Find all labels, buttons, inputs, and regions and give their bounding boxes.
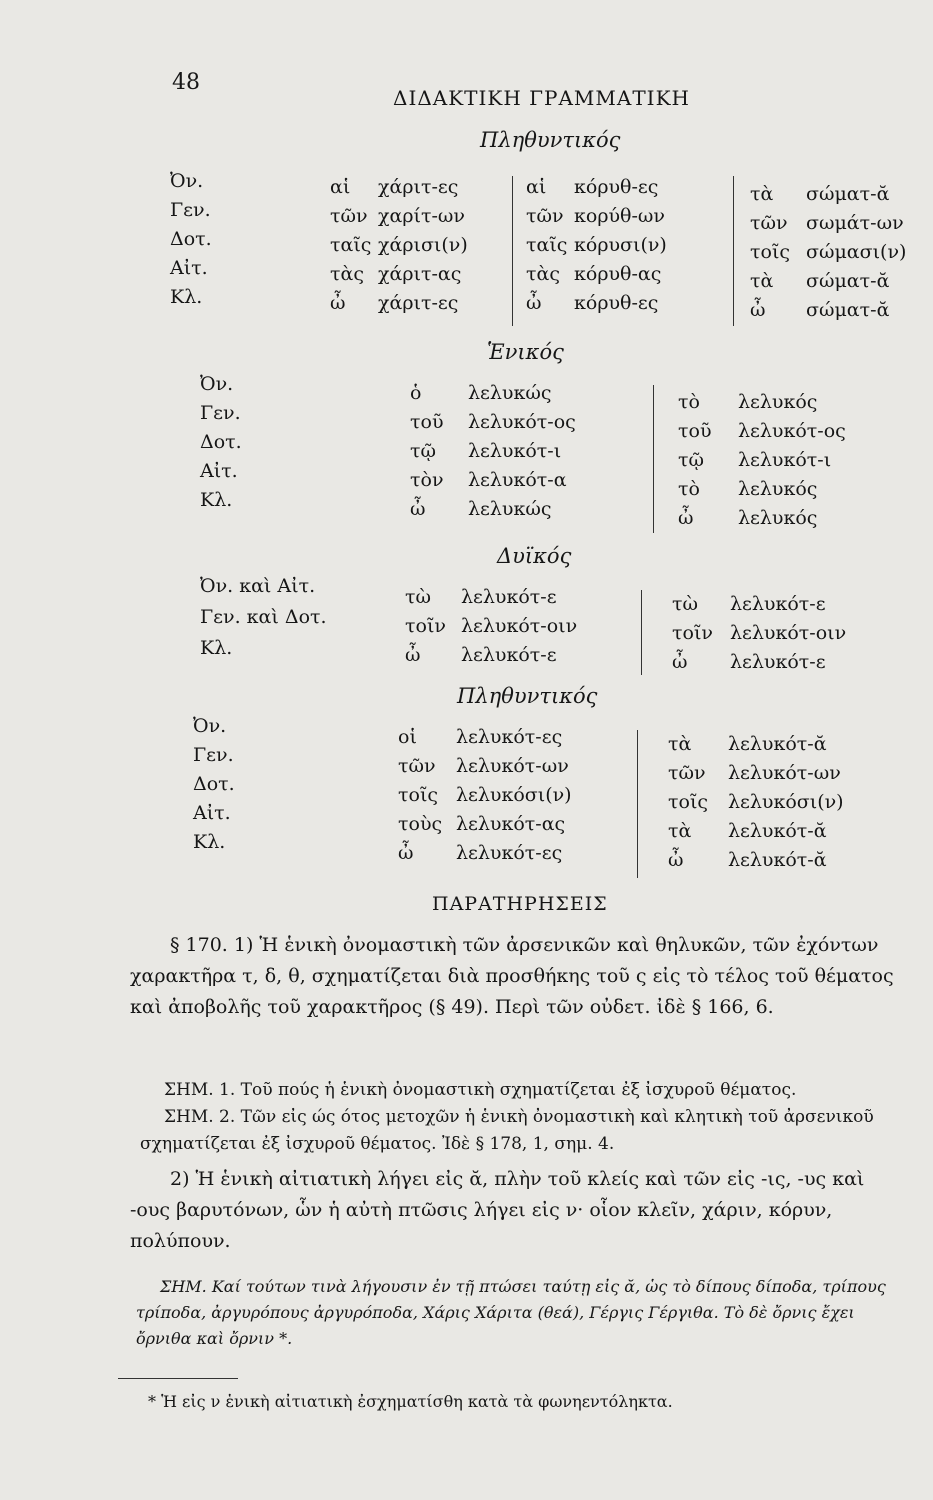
footnote-rule [118,1378,238,1379]
note-text: ΣΗΜ. 1. Τοῦ πούς ἡ ἑνικὴ ὀνομαστικὴ σχηματίζεται ἐξ ἰσχυροῦ θέματος. [164,1080,797,1100]
column-divider [637,730,638,878]
article: ὦ [750,299,766,321]
participle-form: λελυκότ-ε [730,593,826,615]
article: τοῖς [668,791,709,813]
article: τοῖν [405,615,446,637]
case-label: Ὀν. καὶ Αἰτ. [200,575,316,597]
paradigm-column [678,388,846,533]
participle-form: λελυκότ-ᾰ [728,820,827,842]
article: τὰ [750,183,774,205]
paradigm-row [526,231,667,260]
paradigm-row [526,289,667,318]
participle-form: λελυκός [738,507,818,529]
paradigm-row [410,408,576,437]
paradigm-row [668,817,844,846]
paradigm-row [526,260,667,289]
article: τὰ [668,820,692,842]
participle-form: λελυκότ-ᾰ [728,849,827,871]
case-label: Ὀν. [200,373,234,395]
case-labels [200,370,242,515]
article: τὰ [750,270,774,292]
noun-form: σώμασι(ν) [806,241,907,263]
case-label: Αἰτ. [200,460,238,482]
paradigm-row [398,810,572,839]
article: τοῖν [672,622,713,644]
paradigm-row [668,730,844,759]
participle-form: λελυκότ-ας [456,813,566,835]
note-3 [136,1274,901,1352]
noun-form: κόρυθ-ες [574,176,659,198]
article: τὰς [330,263,364,285]
case-label: Κλ. [200,489,233,511]
paragraph-text: § 170. 1) Ἡ ἑνικὴ ὀνομαστικὴ τῶν ἀρσενικῶν καὶ θηλυκῶν, τῶν ἐχόντων χαρακτῆρα τ, δ, θ, σχηματίζεται διὰ προσθήκης τοῦ ς εἰς τὸ τέλος τοῦ θέματος καὶ ἀποβολῆς τοῦ χαρακτῆρος (§ 49). Περὶ τῶν οὐδετ. ἰδὲ § 166, 6. [130,934,894,1018]
noun-form: χαρίτ-ων [378,205,465,227]
noun-form: χάριτ-ες [378,176,459,198]
article: ὦ [410,498,426,520]
section-title-singular: Ἑνικός [487,340,564,364]
article: ταῖς [330,234,372,256]
noun-form: κόρυσι(ν) [574,234,667,256]
article: τῶν [750,212,788,234]
paradigm-row [405,583,577,612]
article: ὁ [410,382,422,404]
section-title-plural: Πληθυντικός [480,128,621,152]
paragraph-text: 2) Ἡ ἑνικὴ αἰτιατικὴ λήγει εἰς ᾰ, πλὴν τοῦ κλείς καὶ τῶν εἰς -ις, -υς καὶ -ους βαρυτόνων, ὧν ἡ αὐτὴ πτῶσις λήγει εἰς ν· οἷον κλεῖν, χάριν, κόρυν, πολύπουν. [130,1168,865,1252]
paradigm-row [750,296,906,325]
paradigm-row [750,238,906,267]
participle-form: λελυκότ-ος [738,420,846,442]
case-label: Δοτ. [200,431,242,453]
case-label: Δοτ. [170,228,212,250]
article: τῷ [678,449,705,471]
article: αἱ [330,176,351,198]
participle-form: λελυκότ-ων [728,762,841,784]
paradigm-row [668,759,844,788]
paradigm-row [750,267,906,296]
article: τὸν [410,469,444,491]
paradigm-row [405,612,577,641]
paradigm-row [330,260,468,289]
article: ὦ [405,644,421,666]
participle-form: λελυκώς [468,382,552,404]
case-label: Δοτ. [193,773,235,795]
noun-form: χάριτ-ας [378,263,462,285]
paradigm-row [668,788,844,817]
column-divider [512,176,513,326]
article: οἱ [398,726,417,748]
footnote: * Ἡ εἰς ν ἑνικὴ αἰτιατικὴ ἐσχηματίσθη κατὰ τὰ φωνηεντόληκτα. [148,1392,673,1411]
article: τῶν [398,755,436,777]
paradigm-row [410,495,576,524]
article: τῷ [410,440,437,462]
participle-form: λελυκός [738,478,818,500]
case-label: Γεν. [170,199,211,221]
participle-form: λελυκότ-ε [461,586,557,608]
article: ὦ [330,292,346,314]
paradigm-row [410,379,576,408]
paradigm-row [678,388,846,417]
paradigm-row [526,173,667,202]
paradigm-row [330,289,468,318]
case-label: Αἰτ. [170,257,208,279]
note-text: ΣΗΜ. Καί τούτων τινὰ λήγουσιν ἐν τῇ πτώσει ταύτῃ εἰς ᾰ, ὡς τὸ δίπους δίποδα, τρίπους τρίποδα, ἀργυρόπους ἀργυρόποδα, Χάρις Χάριτα (θεά), Γέργις Γέργιθα. Τὸ δὲ ὄρνις ἔχει ὄρνιθα καὶ ὄρνιν *. [136,1277,886,1348]
participle-form: λελυκότ-οιν [730,622,847,644]
paradigm-row [672,619,846,648]
paradigm-row [398,839,572,868]
column-divider [653,385,654,533]
paradigm-row [672,648,846,677]
participle-form: λελυκότ-α [468,469,567,491]
article: τοῦ [678,420,712,442]
participle-form: λελυκότ-ι [468,440,562,462]
participle-form: λελυκώς [468,498,552,520]
participle-form: λελυκότ-ᾰ [728,733,827,755]
paradigm-row [750,180,906,209]
article: τῶν [668,762,706,784]
noun-form: σώματ-ᾰ [806,299,890,321]
paradigm-column [526,173,667,318]
paradigm-row [398,752,572,781]
participle-form: λελυκότ-ος [468,411,576,433]
column-divider [641,590,642,675]
article: ὦ [398,842,414,864]
case-label: Ὀν. [193,715,227,737]
participle-form: λελυκότ-ες [456,842,563,864]
article: τὰ [668,733,692,755]
paradigm-row [330,231,468,260]
note-1 [140,1077,900,1104]
paradigm-row [330,173,468,202]
participle-form: λελυκότ-οιν [461,615,578,637]
participle-form: λελυκότ-ες [456,726,563,748]
noun-form: σώματ-ᾰ [806,270,890,292]
article: τῶν [330,205,368,227]
article: ὦ [672,651,688,673]
section-title-dual: Δυϊκός [497,544,572,568]
paradigm-row [668,846,844,875]
article: αἱ [526,176,547,198]
paradigm-column [410,379,576,524]
participle-form: λελυκόσι(ν) [728,791,844,813]
case-labels [200,571,327,664]
article: τὰς [526,263,560,285]
paradigm-column [672,590,846,677]
article: τοῖς [398,784,439,806]
case-label: Κλ. [193,831,226,853]
case-label: Αἰτ. [193,802,231,824]
participle-form: λελυκός [738,391,818,413]
paradigm-row [398,723,572,752]
article: ὦ [678,507,694,529]
paradigm-row [410,437,576,466]
paradigm-row [405,641,577,670]
noun-form: κόρυθ-ας [574,263,662,285]
participle-form: λελυκότ-ε [461,644,557,666]
participle-form: λελυκότ-ι [738,449,832,471]
paradigm-column [405,583,577,670]
participle-form: λελυκότ-ε [730,651,826,673]
paradigm-row [678,504,846,533]
paradigm-row [330,202,468,231]
paragraph-170-2 [130,1164,900,1257]
noun-form: χάριτ-ες [378,292,459,314]
article: τῶν [526,205,564,227]
noun-form: σώματ-ᾰ [806,183,890,205]
paradigm-row [750,209,906,238]
article: ταῖς [526,234,568,256]
article: τὼ [405,586,432,608]
noun-form: χάρισι(ν) [378,234,468,256]
article: τοῖς [750,241,791,263]
note-2 [140,1104,900,1158]
paradigm-column [330,173,468,318]
paradigm-row [678,417,846,446]
case-label: Γεν. [200,402,241,424]
paradigm-column [750,180,906,325]
observations-heading: ΠΑΡΑΤΗΡΗΣΕΙΣ [432,893,608,915]
paragraph-170-1 [130,930,900,1023]
noun-form: κόρυθ-ες [574,292,659,314]
column-divider [733,176,734,326]
case-labels [170,167,212,312]
paradigm-row [526,202,667,231]
case-label: Κλ. [170,286,203,308]
participle-form: λελυκότ-ων [456,755,569,777]
article: ὦ [668,849,684,871]
article: τοὺς [398,813,443,835]
article: τοῦ [410,411,444,433]
running-title: ΔΙΔΑΚΤΙΚΗ ΓΡΑΜΜΑΤΙΚΗ [393,86,690,110]
paradigm-column [398,723,572,868]
paradigm-row [410,466,576,495]
article: τὸ [678,478,700,500]
paradigm-row [398,781,572,810]
page-number: 48 [172,70,200,95]
article: τὼ [672,593,699,615]
case-label: Ὀν. [170,170,204,192]
paradigm-column [668,730,844,875]
case-labels [193,712,235,857]
case-label: Κλ. [200,637,233,659]
paradigm-row [672,590,846,619]
article: τὸ [678,391,700,413]
paradigm-row [678,446,846,475]
case-label: Γεν. [193,744,234,766]
section-title-plural-participle: Πληθυντικός [457,684,598,708]
participle-form: λελυκόσι(ν) [456,784,572,806]
case-label: Γεν. καὶ Δοτ. [200,606,327,628]
article: ὦ [526,292,542,314]
noun-form: σωμάτ-ων [806,212,904,234]
paradigm-row [678,475,846,504]
noun-form: κορύθ-ων [574,205,665,227]
note-text: ΣΗΜ. 2. Τῶν εἰς ώς ότος μετοχῶν ἡ ἑνικὴ ὀνομαστικὴ καὶ κλητικὴ τοῦ ἀρσενικοῦ σχηματίζεται ἐξ ἰσχυροῦ θέματος. Ἰδὲ § 178, 1, σημ. 4. [140,1107,874,1154]
